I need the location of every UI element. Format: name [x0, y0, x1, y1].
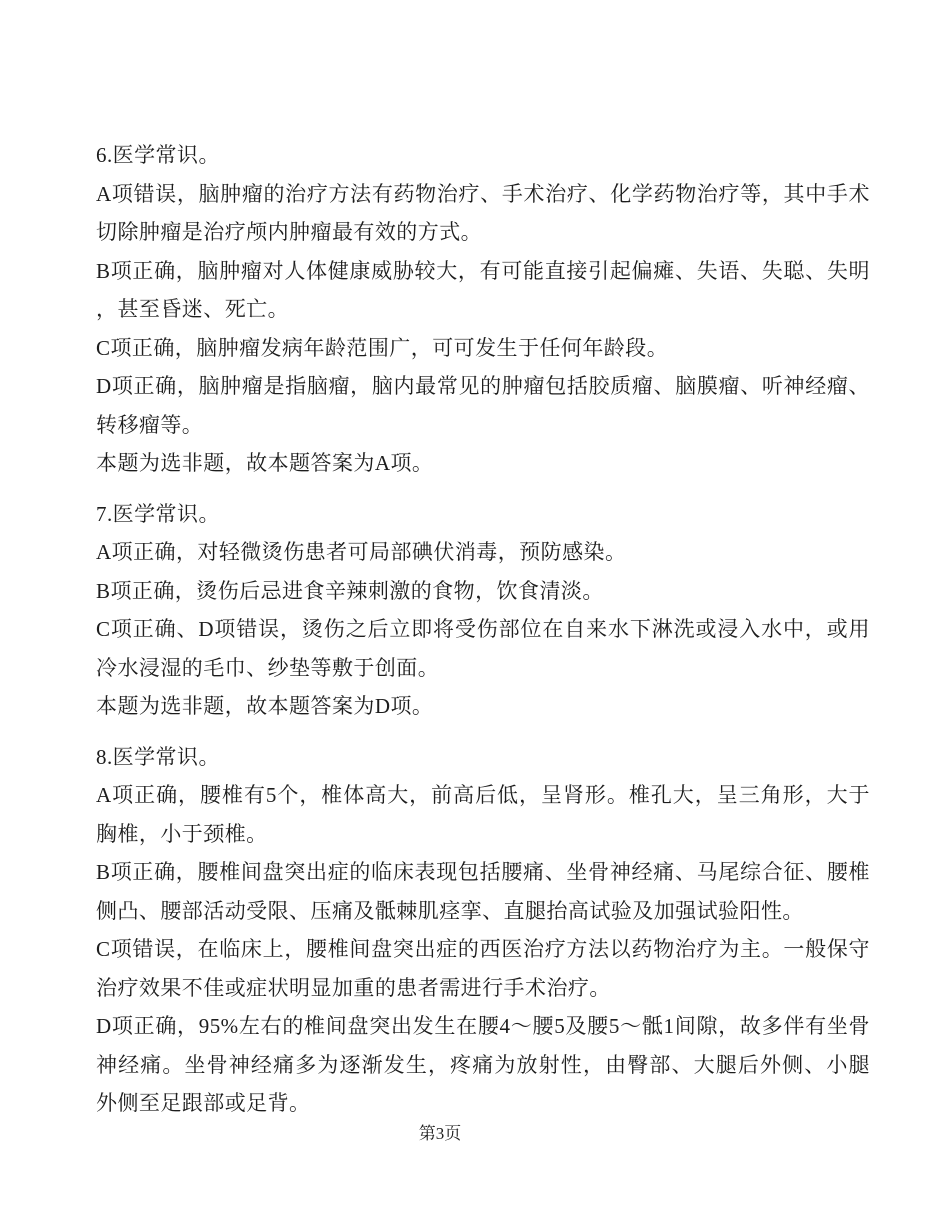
explanation-line: 外侧至足跟部或足背。: [96, 1091, 311, 1115]
explanation-line: A项正确，腰椎有5个，椎体高大，前高后低，呈肾形。椎孔大，呈三角形，大于: [96, 783, 870, 807]
explanation-line: 神经痛。坐骨神经痛多为逐渐发生，疼痛为放射性，由臀部、大腿后外侧、小腿: [96, 1052, 870, 1077]
explanation-line: ，甚至昏迷、死亡。: [96, 297, 290, 321]
explanation-line: A项错误，脑肿瘤的治疗方法有药物治疗、手术治疗、化学药物治疗等，其中手术: [96, 181, 870, 206]
explanation-line: D项正确，脑肿瘤是指脑瘤，脑内最常见的肿瘤包括胶质瘤、脑膜瘤、听神经瘤、: [96, 374, 870, 398]
explanation-line: 切除肿瘤是治疗颅内肿瘤最有效的方式。: [96, 220, 483, 244]
question-heading: 8.医学常识。: [96, 744, 220, 769]
explanation-line: D项正确，95%左右的椎间盘突出发生在腰4～腰5及腰5～骶1间隙，故多伴有坐骨: [96, 1014, 870, 1038]
explanation-line: C项正确、D项错误，烫伤之后立即将受伤部位在自来水下淋洗或浸入水中，或用: [96, 617, 870, 641]
answer-explanation-section: [96, 136, 870, 483]
explanation-line: 胸椎，小于颈椎。: [96, 821, 268, 846]
question-heading: 6.医学常识。: [96, 143, 220, 167]
explanation-line: 治疗效果不佳或症状明显加重的患者需进行手术治疗。: [96, 975, 611, 1000]
document-content: [96, 136, 870, 1123]
answer-explanation-section: [96, 495, 870, 726]
explanation-line: B项正确，脑肿瘤对人体健康威胁较大，有可能直接引起偏瘫、失语、失聪、失明: [96, 258, 870, 283]
explanation-line: 冷水浸湿的毛巾、纱垫等敷于创面。: [96, 655, 440, 680]
explanation-line: A项正确，对轻微烫伤患者可局部碘伏消毒，预防感染。: [96, 540, 627, 564]
explanation-line: B项正确，烫伤后忌进食辛辣刺激的食物，饮食清淡。: [96, 578, 604, 603]
page-number: 第3页: [418, 1124, 462, 1143]
explanation-line: 本题为选非题，故本题答案为A项。: [96, 451, 434, 475]
explanation-line: C项错误，在临床上，腰椎间盘突出症的西医治疗方法以药物治疗为主。一般保守: [96, 937, 870, 961]
answer-explanation-section: [96, 738, 870, 1123]
explanation-line: 侧凸、腰部活动受限、压痛及骶棘肌痉挛、直腿抬高试验及加强试验阳性。: [96, 898, 804, 923]
explanation-line: 转移瘤等。: [96, 412, 204, 437]
explanation-line: 本题为选非题，故本题答案为D项。: [96, 694, 434, 718]
explanation-line: C项正确，脑肿瘤发病年龄范围广，可可发生于任何年龄段。: [96, 335, 669, 360]
question-heading: 7.医学常识。: [96, 501, 220, 526]
explanation-line: B项正确，腰椎间盘突出症的临床表现包括腰痛、坐骨神经痛、马尾综合征、腰椎: [96, 860, 870, 884]
